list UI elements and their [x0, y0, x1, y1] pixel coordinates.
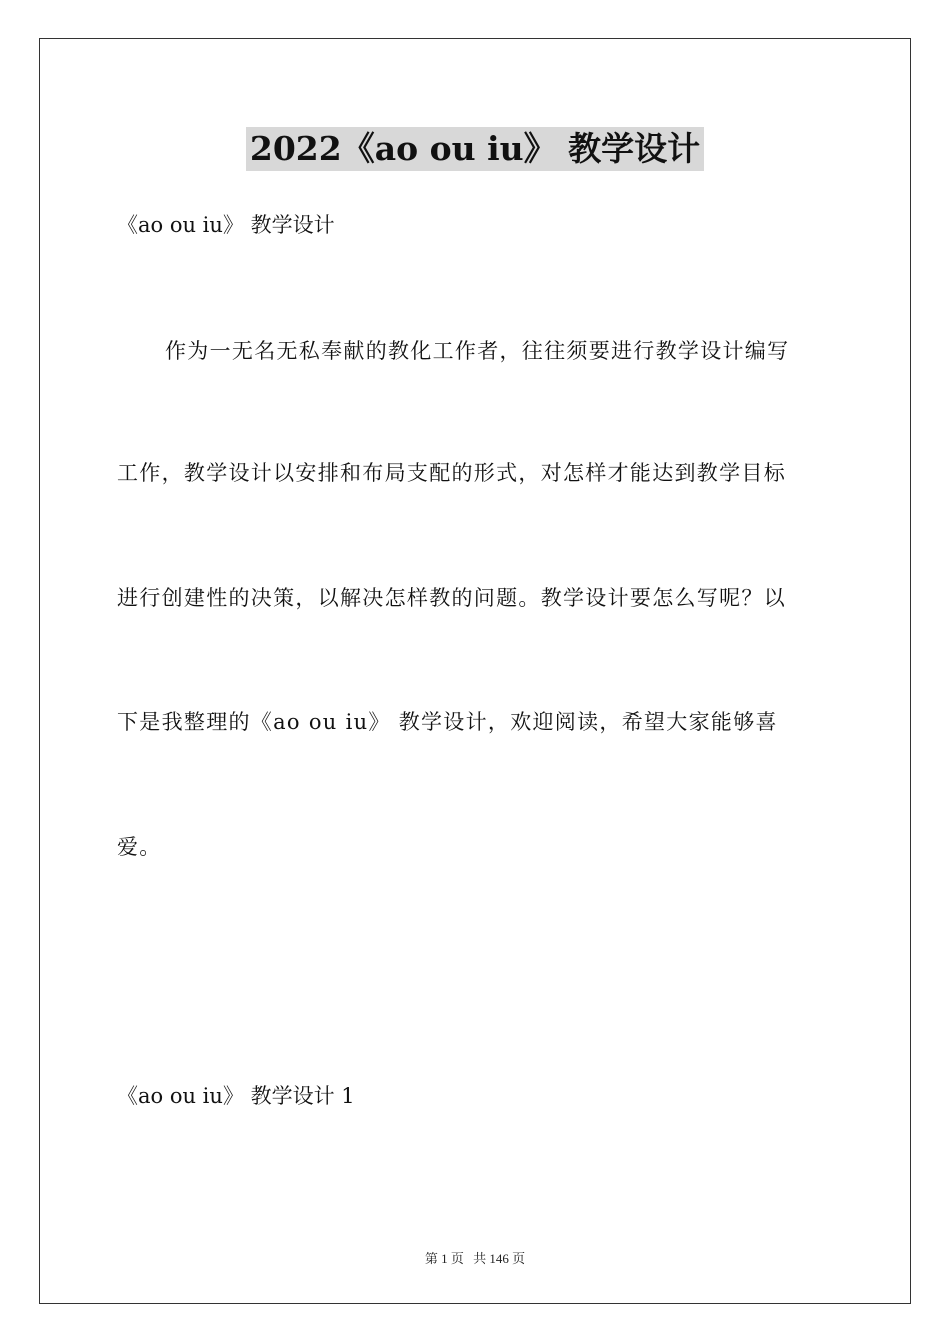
page-footer	[0, 1248, 950, 1267]
page-number-total: 共 146 页	[473, 1251, 526, 1266]
paragraph-line-3: 进行创建性的决策，以解决怎样教的问题。教学设计要怎么写呢？以	[117, 586, 786, 610]
document-subtitle: 《ao ou iu》 教学设计	[117, 213, 335, 237]
section-heading: 《ao ou iu》 教学设计 1	[117, 1084, 355, 1108]
document-title: 2022《ao ou iu》 教学设计	[246, 127, 704, 171]
paragraph-line-1: 作为一无名无私奉献的教化工作者，往往须要进行教学设计编写	[165, 339, 790, 363]
paragraph-line-5: 爱。	[117, 835, 162, 859]
page-number-current: 第 1 页	[424, 1251, 464, 1266]
title-container	[0, 127, 950, 171]
paragraph-line-2: 工作，教学设计以安排和布局支配的形式，对怎样才能达到教学目标	[117, 461, 786, 485]
paragraph-line-4: 下是我整理的《ao ou iu》 教学设计，欢迎阅读，希望大家能够喜	[117, 710, 778, 734]
